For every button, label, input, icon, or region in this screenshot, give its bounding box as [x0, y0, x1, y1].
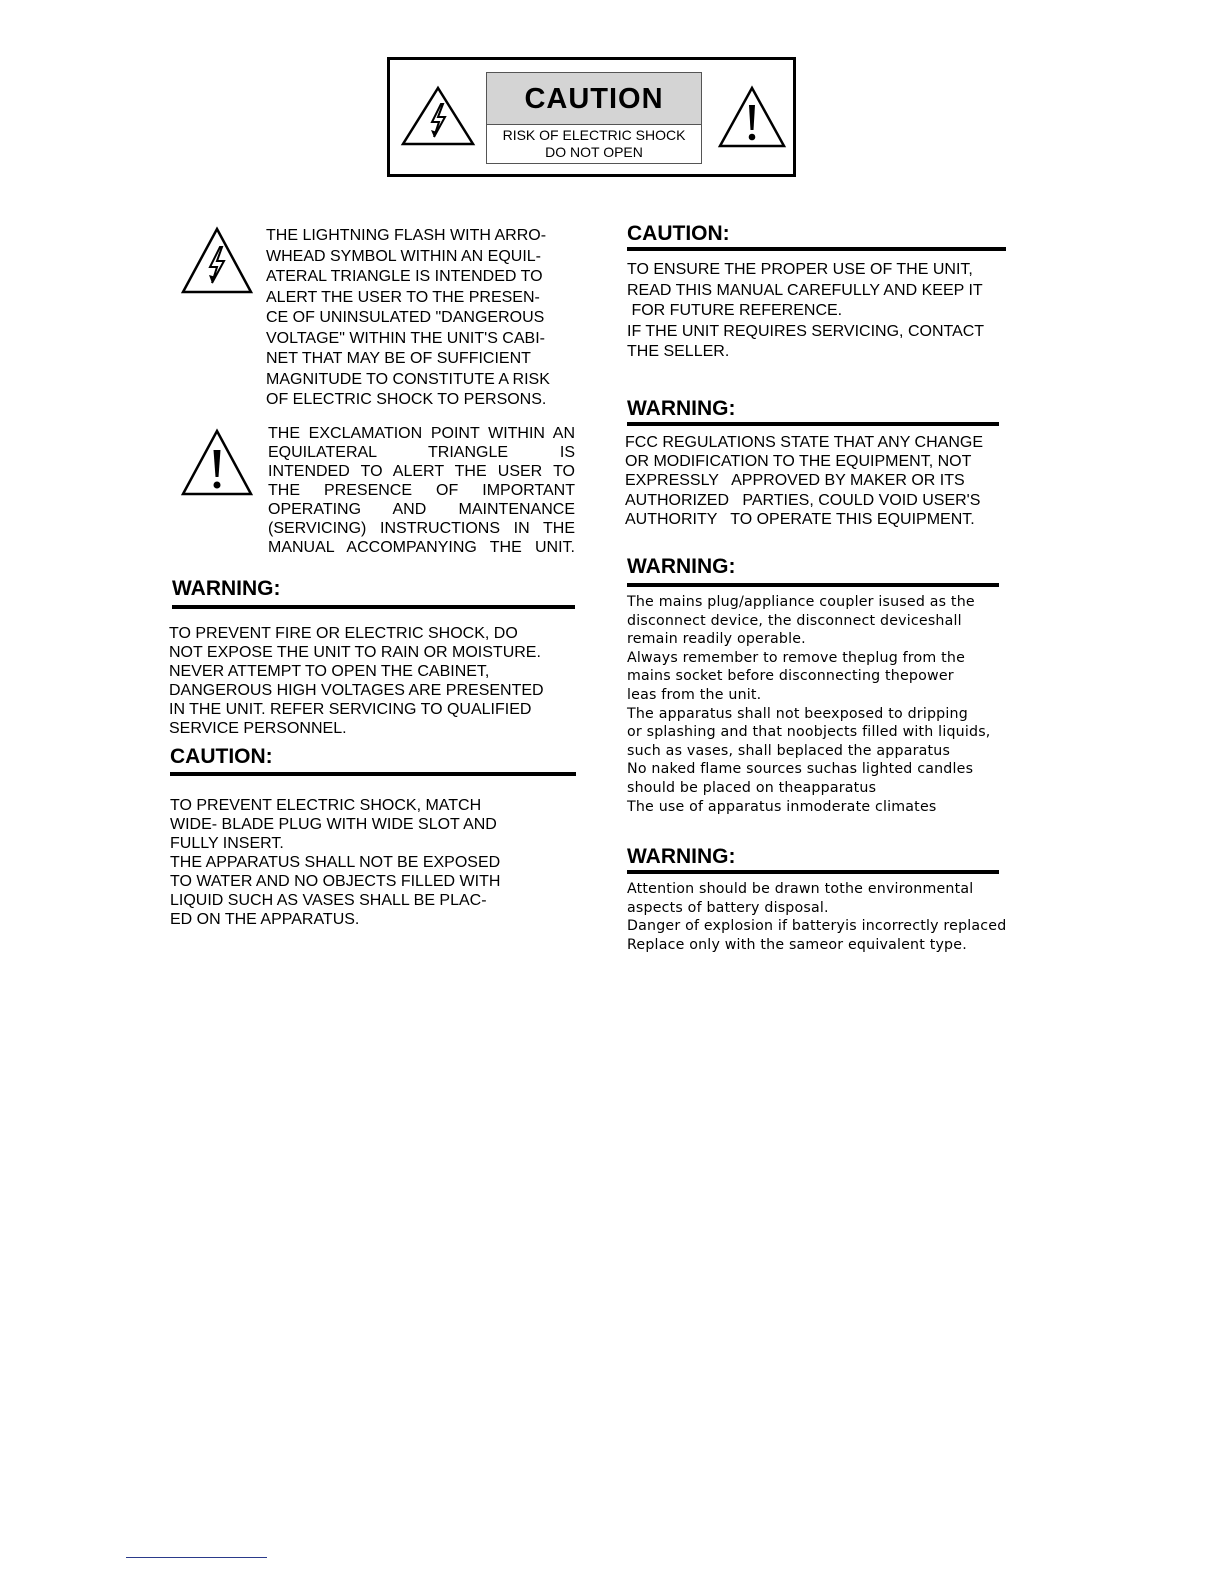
text-line: WIDE- BLADE PLUG WITH WIDE SLOT AND	[170, 816, 497, 833]
text-line: VOLTAGE" WITHIN THE UNIT'S CABI-	[266, 329, 545, 347]
text-line: DANGEROUS HIGH VOLTAGES ARE PRESENTED	[169, 682, 544, 699]
lightning-triangle-icon	[180, 226, 254, 296]
battery-warning-heading: WARNING:	[627, 845, 736, 868]
text-line: AUTHORITY TO OPERATE THIS EQUIPMENT.	[625, 510, 975, 528]
text-line: FOR FUTURE REFERENCE.	[627, 302, 843, 319]
text-line: leas from the unit.	[627, 686, 762, 703]
text-line: ALERT THE USER TO THE PRESEN-	[266, 288, 540, 306]
text-line: SERVICE PERSONNEL.	[169, 720, 347, 737]
text-line: MAGNITUDE TO CONSTITUTE A RISK	[266, 370, 550, 388]
text-line: LIQUID SUCH AS VASES SHALL BE PLAC-	[170, 892, 487, 909]
left-caution-text	[170, 796, 500, 929]
text-line: remain readily operable.	[627, 631, 806, 648]
heading-rule	[627, 422, 999, 426]
left-warning-heading: WARNING:	[172, 577, 281, 600]
right-caution-heading: CAUTION:	[627, 222, 730, 245]
text-line: (SERVICING) INSTRUCTIONS IN THE	[268, 520, 575, 537]
heading-rule	[627, 247, 1006, 251]
exclamation-triangle-icon	[180, 428, 254, 498]
text-line: MANUAL ACCOMPANYING THE UNIT.	[268, 539, 575, 556]
text-line: disconnect device, the disconnect deviceshall	[627, 612, 962, 629]
text-line: INTENDED TO ALERT THE USER TO	[268, 463, 575, 480]
lightning-note-text	[266, 226, 550, 411]
fcc-warning-text	[625, 433, 983, 529]
text-line: or splashing and that noobjects filled with liquids,	[627, 724, 991, 741]
text-line: The use of apparatus inmoderate climates	[627, 798, 937, 815]
text-line: No naked flame sources suchas lighted candles	[627, 761, 974, 778]
label-line-2: DO NOT OPEN	[545, 144, 643, 160]
heading-rule	[627, 870, 999, 874]
exclamation-triangle-icon	[717, 85, 787, 149]
text-line: EQUILATERAL TRIANGLE IS	[268, 444, 575, 461]
text-line: ATERAL TRIANGLE IS INTENDED TO	[266, 268, 543, 285]
caution-label	[387, 57, 796, 177]
label-title: CAUTION	[487, 73, 701, 125]
text-line: TO PREVENT FIRE OR ELECTRIC SHOCK, DO	[169, 625, 518, 642]
text-line: mains socket before disconnecting thepower	[627, 668, 954, 685]
left-warning-text	[169, 624, 544, 738]
lightning-triangle-icon	[400, 85, 476, 147]
text-line: WHEAD SYMBOL WITHIN AN EQUIL-	[266, 247, 541, 265]
text-line: READ THIS MANUAL CAREFULLY AND KEEP IT	[627, 281, 983, 299]
label-line-1: RISK OF ELECTRIC SHOCK	[502, 127, 686, 143]
text-line: OF ELECTRIC SHOCK TO PERSONS.	[266, 391, 547, 408]
text-line: AUTHORIZED PARTIES, COULD VOID USER'S	[625, 491, 981, 509]
text-line: IF THE UNIT REQUIRES SERVICING, CONTACT	[627, 322, 985, 340]
heading-rule	[172, 605, 575, 609]
text-line: Attention should be drawn tothe environmental	[627, 881, 974, 897]
heading-rule	[627, 583, 999, 587]
text-line: aspects of battery disposal.	[627, 899, 829, 916]
text-line: THE EXCLAMATION POINT WITHIN AN	[268, 425, 575, 442]
battery-warning-text	[627, 880, 1006, 954]
text-line: OR MODIFICATION TO THE EQUIPMENT, NOT	[625, 453, 972, 471]
right-caution-text	[627, 260, 984, 363]
text-line: Danger of explosion if batteryis incorrectly replaced	[627, 918, 1007, 935]
left-caution-heading: CAUTION:	[170, 745, 273, 768]
text-line: FULLY INSERT.	[170, 835, 284, 852]
text-line: should be placed on theapparatus	[627, 779, 877, 796]
text-line: NEVER ATTEMPT TO OPEN THE CABINET,	[169, 663, 490, 680]
text-line: THE SELLER.	[627, 343, 730, 360]
text-line: EXPRESSLY APPROVED BY MAKER OR ITS	[625, 472, 965, 490]
text-line: CE OF UNINSULATED "DANGEROUS	[266, 309, 545, 326]
text-line: TO PREVENT ELECTRIC SHOCK, MATCH	[170, 797, 482, 814]
text-line: such as vases, shall beplaced the apparatus	[627, 742, 951, 759]
footer-divider	[126, 1557, 267, 1558]
exclamation-note-text	[268, 424, 575, 557]
mains-warning-heading: WARNING:	[627, 555, 736, 578]
text-line: TO ENSURE THE PROPER USE OF THE UNIT,	[627, 261, 973, 278]
text-line: TO WATER AND NO OBJECTS FILLED WITH	[170, 873, 501, 890]
text-line: The mains plug/appliance coupler isused as the	[627, 594, 975, 610]
fcc-warning-heading: WARNING:	[627, 397, 736, 420]
mains-warning-text	[627, 593, 991, 816]
text-line: NOT EXPOSE THE UNIT TO RAIN OR MOISTURE.	[169, 644, 541, 661]
text-line: Replace only with the sameor equivalent type.	[627, 936, 967, 953]
text-line: OPERATING AND MAINTENANCE	[268, 501, 575, 518]
text-line: THE APPARATUS SHALL NOT BE EXPOSED	[170, 854, 501, 871]
text-line: FCC REGULATIONS STATE THAT ANY CHANGE	[625, 434, 983, 451]
text-line: The apparatus shall not beexposed to dripping	[627, 705, 968, 722]
heading-rule	[170, 772, 576, 776]
text-line: THE PRESENCE OF IMPORTANT	[268, 482, 575, 499]
text-line: NET THAT MAY BE OF SUFFICIENT	[266, 350, 531, 367]
text-line: IN THE UNIT. REFER SERVICING TO QUALIFIED	[169, 701, 532, 718]
text-line: THE LIGHTNING FLASH WITH ARRO-	[266, 227, 547, 244]
text-line: ED ON THE APPARATUS.	[170, 911, 360, 928]
label-center-box	[486, 72, 702, 164]
text-line: Always remember to remove theplug from the	[627, 649, 966, 666]
